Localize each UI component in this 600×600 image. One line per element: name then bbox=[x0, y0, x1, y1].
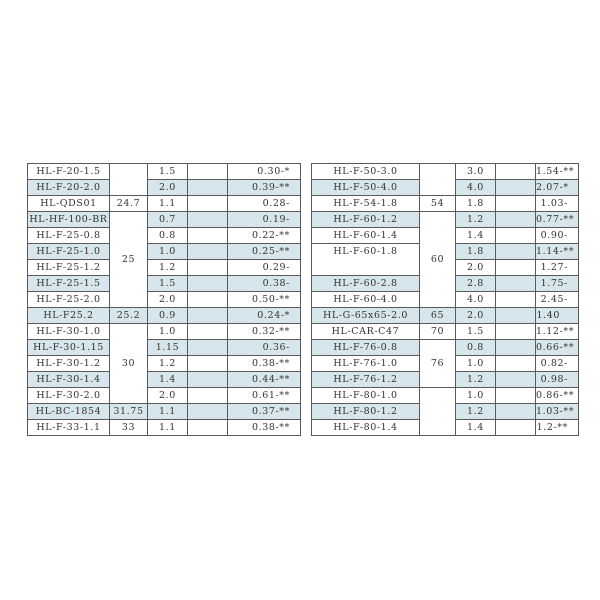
blank-cell bbox=[188, 388, 228, 404]
weight-cell: 0.90- bbox=[536, 228, 579, 244]
diameter-cell bbox=[420, 164, 456, 196]
blank-cell bbox=[188, 356, 228, 372]
diameter-cell: 65 bbox=[420, 308, 456, 324]
blank-cell bbox=[188, 228, 228, 244]
model-cell: HL-CAR-C47 bbox=[312, 324, 420, 340]
model-cell: HL-F-76-0.8 bbox=[312, 340, 420, 356]
model-cell: HL-F-30-1.0 bbox=[28, 324, 110, 340]
size-cell: 1.1 bbox=[148, 404, 188, 420]
model-cell: HL-F-80-1.2 bbox=[312, 404, 420, 420]
model-cell: HL-F-25-1.2 bbox=[28, 260, 110, 276]
table-row bbox=[28, 340, 301, 356]
table-row bbox=[312, 164, 579, 180]
size-cell: 0.9 bbox=[148, 308, 188, 324]
weight-cell: 0.39-** bbox=[228, 180, 301, 196]
table-row bbox=[28, 228, 301, 244]
weight-cell: 1.27- bbox=[536, 260, 579, 276]
size-cell: 0.8 bbox=[456, 340, 496, 356]
spec-table-left bbox=[27, 163, 301, 436]
table-row bbox=[28, 324, 301, 340]
weight-cell: 1.14-** bbox=[536, 244, 579, 260]
model-cell: HL-F-80-1.0 bbox=[312, 388, 420, 404]
table-row bbox=[28, 276, 301, 292]
model-cell: HL-G-65x65-2.0 bbox=[312, 308, 420, 324]
diameter-cell bbox=[110, 164, 148, 196]
weight-cell: 1.2-** bbox=[536, 420, 579, 436]
blank-cell bbox=[188, 292, 228, 308]
size-cell: 1.5 bbox=[148, 164, 188, 180]
size-cell: 2.8 bbox=[456, 276, 496, 292]
blank-cell bbox=[496, 356, 536, 372]
blank-cell bbox=[188, 404, 228, 420]
model-cell: HL-F-60-4.0 bbox=[312, 292, 420, 308]
size-cell: 1.2 bbox=[456, 212, 496, 228]
size-cell: 0.8 bbox=[148, 228, 188, 244]
diameter-cell: 54 bbox=[420, 196, 456, 212]
size-cell: 1.5 bbox=[148, 276, 188, 292]
weight-cell: 0.38-** bbox=[228, 356, 301, 372]
model-cell: HL-F-33-1.1 bbox=[28, 420, 110, 436]
weight-cell: 0.44-** bbox=[228, 372, 301, 388]
model-cell: HL-F-50-4.0 bbox=[312, 180, 420, 196]
diameter-cell: 25.2 bbox=[110, 308, 148, 324]
blank-cell bbox=[496, 260, 536, 276]
model-cell: HL-F-50-3.0 bbox=[312, 164, 420, 180]
size-cell: 2.0 bbox=[148, 292, 188, 308]
table-row bbox=[28, 164, 301, 180]
weight-cell: 1.40 bbox=[536, 308, 579, 324]
diameter-cell bbox=[420, 388, 456, 436]
model-cell: HL-F-25-0.8 bbox=[28, 228, 110, 244]
size-cell: 1.8 bbox=[456, 244, 496, 260]
weight-cell: 0.82- bbox=[536, 356, 579, 372]
table-row bbox=[28, 244, 301, 260]
weight-cell: 0.86-** bbox=[536, 388, 579, 404]
blank-cell bbox=[496, 292, 536, 308]
model-cell: HL-F-80-1.4 bbox=[312, 420, 420, 436]
size-cell: 1.2 bbox=[148, 356, 188, 372]
diameter-cell: 70 bbox=[420, 324, 456, 340]
size-cell: 1.2 bbox=[456, 372, 496, 388]
diameter-cell: 60 bbox=[420, 212, 456, 308]
blank-cell bbox=[496, 340, 536, 356]
diameter-cell: 24.7 bbox=[110, 196, 148, 212]
weight-cell: 0.77-** bbox=[536, 212, 579, 228]
weight-cell: 1.54-** bbox=[536, 164, 579, 180]
table-row bbox=[28, 404, 301, 420]
table-row bbox=[312, 212, 579, 228]
size-cell: 2.0 bbox=[148, 180, 188, 196]
model-cell: HL-QDS01 bbox=[28, 196, 110, 212]
weight-cell: 0.61-** bbox=[228, 388, 301, 404]
weight-cell: 1.03-** bbox=[536, 404, 579, 420]
size-cell: 1.4 bbox=[456, 228, 496, 244]
blank-cell bbox=[496, 276, 536, 292]
weight-cell: 0.32-** bbox=[228, 324, 301, 340]
size-cell: 0.7 bbox=[148, 212, 188, 228]
size-cell: 1.0 bbox=[456, 356, 496, 372]
size-cell: 1.0 bbox=[456, 388, 496, 404]
blank-cell bbox=[496, 212, 536, 228]
diameter-cell: 25 bbox=[110, 212, 148, 308]
size-cell: 2.0 bbox=[456, 308, 496, 324]
blank-cell bbox=[496, 244, 536, 260]
blank-cell bbox=[188, 276, 228, 292]
weight-cell: 1.75- bbox=[536, 276, 579, 292]
model-cell: HL-F25.2 bbox=[28, 308, 110, 324]
weight-cell: 0.29- bbox=[228, 260, 301, 276]
size-cell: 1.15 bbox=[148, 340, 188, 356]
blank-cell bbox=[188, 196, 228, 212]
table-row bbox=[312, 388, 579, 404]
model-cell: HL-F-20-2.0 bbox=[28, 180, 110, 196]
table-row bbox=[28, 292, 301, 308]
model-cell: HL-F-30-2.0 bbox=[28, 388, 110, 404]
table-row bbox=[28, 196, 301, 212]
table-row bbox=[312, 340, 579, 356]
weight-cell: 2.07-* bbox=[536, 180, 579, 196]
weight-cell: 0.24-* bbox=[228, 308, 301, 324]
diameter-cell: 31.75 bbox=[110, 404, 148, 420]
blank-cell bbox=[496, 228, 536, 244]
blank-cell bbox=[496, 420, 536, 436]
table-row bbox=[312, 308, 579, 324]
size-cell: 1.2 bbox=[148, 260, 188, 276]
size-cell: 1.1 bbox=[148, 196, 188, 212]
blank-cell bbox=[496, 324, 536, 340]
model-cell: HL-F-30-1.2 bbox=[28, 356, 110, 372]
size-cell: 3.0 bbox=[456, 164, 496, 180]
table-row bbox=[28, 260, 301, 276]
size-cell: 2.0 bbox=[456, 260, 496, 276]
diameter-cell: 30 bbox=[110, 324, 148, 404]
blank-cell bbox=[496, 404, 536, 420]
weight-cell: 0.25-** bbox=[228, 244, 301, 260]
size-cell: 1.4 bbox=[456, 420, 496, 436]
size-cell: 1.0 bbox=[148, 244, 188, 260]
model-cell: HL-F-54-1.8 bbox=[312, 196, 420, 212]
model-cell: HL-F-60-1.2 bbox=[312, 212, 420, 228]
model-cell: HL-F-20-1.5 bbox=[28, 164, 110, 180]
model-cell: HL-F-25-2.0 bbox=[28, 292, 110, 308]
model-cell: HL-F-25-1.5 bbox=[28, 276, 110, 292]
model-cell: HL-F-30-1.15 bbox=[28, 340, 110, 356]
blank-cell bbox=[188, 340, 228, 356]
weight-cell: 2.45- bbox=[536, 292, 579, 308]
table-row bbox=[28, 372, 301, 388]
diameter-cell: 76 bbox=[420, 340, 456, 388]
weight-cell: 0.19- bbox=[228, 212, 301, 228]
blank-cell bbox=[188, 420, 228, 436]
blank-cell bbox=[496, 388, 536, 404]
model-cell: HL-F-60-1.8 bbox=[312, 244, 420, 276]
size-cell: 1.1 bbox=[148, 420, 188, 436]
table-row bbox=[312, 324, 579, 340]
model-cell: HL-F-60-1.4 bbox=[312, 228, 420, 244]
weight-cell: 0.36- bbox=[228, 340, 301, 356]
table-row bbox=[28, 180, 301, 196]
size-cell: 1.0 bbox=[148, 324, 188, 340]
weight-cell: 0.98- bbox=[536, 372, 579, 388]
table-row bbox=[28, 356, 301, 372]
model-cell: HL-BC-1854 bbox=[28, 404, 110, 420]
weight-cell: 1.12-** bbox=[536, 324, 579, 340]
model-cell: HL-F-76-1.0 bbox=[312, 356, 420, 372]
blank-cell bbox=[188, 212, 228, 228]
blank-cell bbox=[496, 180, 536, 196]
blank-cell bbox=[188, 372, 228, 388]
size-cell: 1.4 bbox=[148, 372, 188, 388]
size-cell: 2.0 bbox=[148, 388, 188, 404]
blank-cell bbox=[188, 164, 228, 180]
model-cell: HL-F-30-1.4 bbox=[28, 372, 110, 388]
spec-table-right bbox=[311, 163, 579, 436]
model-cell: HL-F-76-1.2 bbox=[312, 372, 420, 388]
weight-cell: 0.38-** bbox=[228, 420, 301, 436]
weight-cell: 0.22-** bbox=[228, 228, 301, 244]
size-cell: 4.0 bbox=[456, 180, 496, 196]
size-cell: 4.0 bbox=[456, 292, 496, 308]
blank-cell bbox=[496, 164, 536, 180]
blank-cell bbox=[188, 180, 228, 196]
table-row bbox=[312, 196, 579, 212]
model-cell: HL-HF-100-BR bbox=[28, 212, 110, 228]
weight-cell: 0.30-* bbox=[228, 164, 301, 180]
blank-cell bbox=[496, 308, 536, 324]
diameter-cell: 33 bbox=[110, 420, 148, 436]
weight-cell: 0.50-** bbox=[228, 292, 301, 308]
size-cell: 1.5 bbox=[456, 324, 496, 340]
weight-cell: 0.66-** bbox=[536, 340, 579, 356]
blank-cell bbox=[188, 260, 228, 276]
model-cell: HL-F-25-1.0 bbox=[28, 244, 110, 260]
model-cell: HL-F-60-2.8 bbox=[312, 276, 420, 292]
blank-cell bbox=[496, 196, 536, 212]
blank-cell bbox=[188, 244, 228, 260]
table-row bbox=[28, 388, 301, 404]
weight-cell: 0.28- bbox=[228, 196, 301, 212]
table-row bbox=[28, 420, 301, 436]
table-row bbox=[28, 212, 301, 228]
size-cell: 1.8 bbox=[456, 196, 496, 212]
table-row bbox=[28, 308, 301, 324]
blank-cell bbox=[188, 324, 228, 340]
weight-cell: 0.38- bbox=[228, 276, 301, 292]
weight-cell: 0.37-** bbox=[228, 404, 301, 420]
size-cell: 1.2 bbox=[456, 404, 496, 420]
weight-cell: 1.03- bbox=[536, 196, 579, 212]
blank-cell bbox=[496, 372, 536, 388]
blank-cell bbox=[188, 308, 228, 324]
